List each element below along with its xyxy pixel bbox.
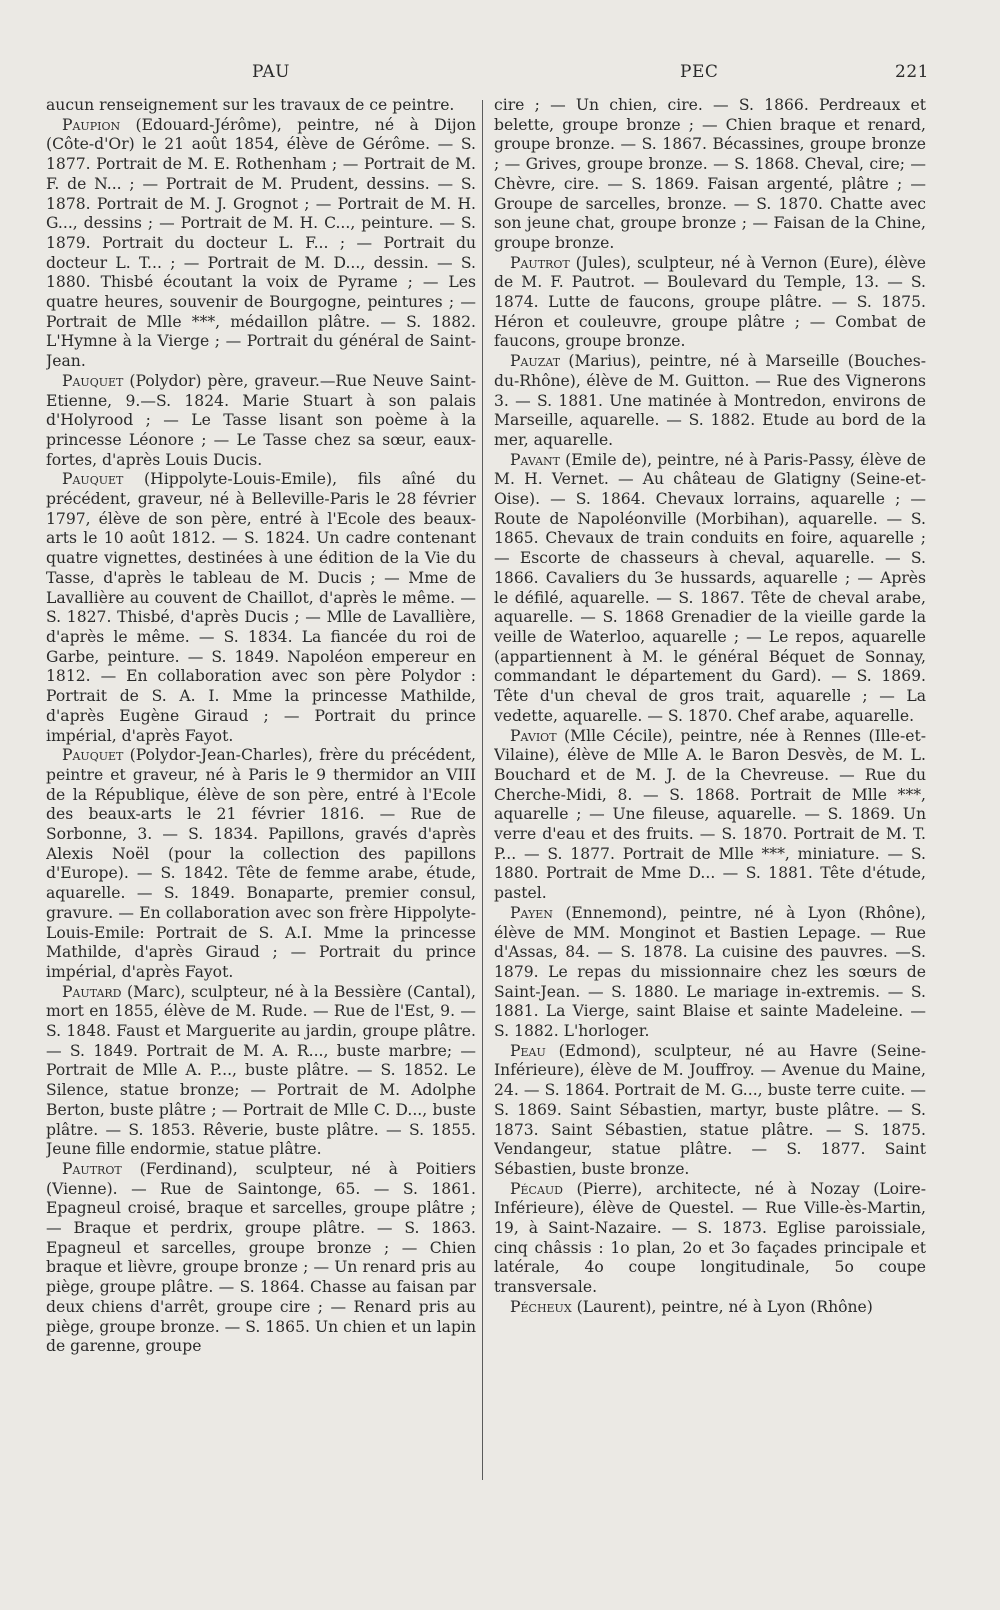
dictionary-entry	[494, 1180, 926, 1298]
dictionary-entry	[46, 96, 476, 116]
left-column	[46, 96, 476, 1486]
entry-text: (Polydor-Jean-Charles), frère du précédent, peintre et graveur, né à Paris le 9 thermidor an VIII de la République, élève de son père, entré à l'Ecole des beaux-arts le 21 février 1816. — Rue de Sorbonne, 3. — S. 1834. Papillons, gravés d'après Alexis Noël (pour la collection des papillons d'Europe). — S. 1842. Tête de femme arabe, étude, aquarelle. — S. 1849. Bonaparte, premier consul, gravure. — En collaboration avec son frère Hippolyte-Louis-Emile: Portrait de S. A.I. Mme la princesse Mathilde, d'après Giraud ; — Portrait du prince impérial, d'après Fayot.	[46, 746, 476, 981]
entry-name: Pécaud	[510, 1179, 563, 1198]
entry-name: Pécheux	[510, 1297, 572, 1316]
entry-text: (Laurent), peintre, né à Lyon (Rhône)	[571, 1297, 873, 1316]
entry-text: (Hippolyte-Louis-Emile), fils aîné du précédent, graveur, né à Belleville-Paris le 28 février 1797, élève de son père, entré à l'Ecole des beaux-arts le 10 août 1812. — S. 1824. Un cadre contenant quatre vignettes, destinées à une édition de la Vie du Tasse, d'après le tableau de M. Ducis ; — Mme de Lavallière au couvent de Chaillot, d'après le même. — S. 1827. Thisbé, d'après Ducis ; — Mlle de Lavallière, d'après le même. — S. 1834. La fiancée du roi de Garbe, peinture. — S. 1849. Napoléon empereur en 1812. — En collaboration avec son père Polydor : Portrait de S. A. I. Mme la princesse Mathilde, d'après Eugène Giraud ; — Portrait du prince impérial, d'après Fayot.	[46, 470, 476, 745]
dictionary-entry	[494, 254, 926, 353]
entry-name: Peau	[510, 1041, 546, 1060]
entry-name: Paupion	[62, 115, 121, 134]
running-header	[0, 62, 1000, 86]
entry-text: (Edmond), sculpteur, né au Havre (Seine-Inférieure), élève de M. Jouffroy. — Avenue du Maine, 24. — S. 1864. Portrait de M. G..., buste terre cuite. — S. 1869. Saint Sébastien, martyr, buste plâtre. — S. 1873. Saint Sébastien, statue plâtre. — S. 1875. Vendangeur, statue plâtre. — S. 1877. Saint Sébastien, buste bronze.	[494, 1041, 926, 1178]
dictionary-entry	[494, 727, 926, 904]
entry-name: Paviot	[510, 726, 557, 745]
dictionary-entry	[494, 904, 926, 1042]
column-divider	[482, 100, 483, 1480]
dictionary-entry	[494, 1298, 926, 1318]
dictionary-entry	[46, 1160, 476, 1357]
dictionary-entry	[494, 96, 926, 254]
entry-name: Pautrot	[62, 1159, 122, 1178]
entry-text: (Marius), peintre, né à Marseille (Bouches-du-Rhône), élève de M. Guitton. — Rue des Vignerons 3. — S. 1881. Une matinée à Montredon, environs de Marseille, aquarelle. — S. 1882. Etude au bord de la mer, aquarelle.	[494, 352, 926, 449]
entry-name: Pautard	[62, 982, 122, 1001]
entry-text: (Ennemond), peintre, né à Lyon (Rhône), élève de MM. Monginot et Bastien Lepage. — Rue d'Assas, 84. — S. 1878. La cuisine des pauvres. —S. 1879. Le repas du missionnaire chez les sœurs de Saint-Jean. — S. 1880. Le mariage in-extremis. — S. 1881. La Vierge, saint Blaise et sainte Madeleine. — S. 1882. L'horloger.	[494, 903, 926, 1041]
entry-name: Pauquet	[62, 470, 124, 489]
entry-text: (Edouard-Jérôme), peintre, né à Dijon (Côte-d'Or) le 21 août 1854, élève de Gérôme. — S. 1877. Portrait de M. E. Rothenham ; — Portrait de M. F. de N... ; — Portrait de M. Prudent, dessins. — S. 1878. Portrait de M. J. Grognot ; — Portrait de M. H. G..., dessins ; — Portrait de M. H. C..., peinture. — S. 1879. Portrait du docteur L. F... ; — Portrait du docteur L. T... ; — Portrait de M. D..., dessin. — S. 1880. Thisbé écoutant la voix de Pyrame ; — Les quatre heures, souvenir de Bourgogne, peintures ; — Portrait de Mlle ***, médaillon plâtre. — S. 1882. L'Hymne à la Vierge ; — Portrait du général de Saint-Jean.	[46, 115, 476, 371]
entry-text: (Mlle Cécile), peintre, née à Rennes (Ille-et-Vilaine), élève de Mlle A. le Baron Desvès, de M. L. Bouchard et de M. J. de la Chevreuse. — Rue du Cherche-Midi, 8. — S. 1868. Portrait de Mlle ***, aquarelle ; — Une fileuse, aquarelle. — S. 1869. Un verre d'eau et des fruits. — S. 1870. Portrait de M. T. P... — S. 1877. Portrait de Mlle ***, miniature. — S. 1880. Portrait de Mme D... — S. 1881. Tête d'étude, pastel.	[494, 726, 926, 903]
dictionary-entry	[494, 352, 926, 451]
entry-name: Pauquet	[62, 746, 124, 765]
dictionary-entry	[46, 746, 476, 982]
dictionary-entry	[46, 983, 476, 1160]
entry-text: (Polydor) père, graveur.—Rue Neuve Saint-Etienne, 9.—S. 1824. Marie Stuart à son palais d'Holyrood ; — Le Tasse lisant son poème à la princesse Léonore ; — Le Tasse chez sa sœur, eaux-fortes, d'après Louis Ducis.	[46, 371, 476, 469]
entry-text: (Ferdinand), sculpteur, né à Poitiers (Vienne). — Rue de Saintonge, 65. — S. 1861. Epagneul croisé, braque et sarcelles, groupe plâtre ; — Braque et perdrix, groupe plâtre. — S. 1863. Epagneul et sarcelles, groupe bronze ; — Chien braque et lièvre, groupe bronze ; — Un renard pris au piège, groupe plâtre. — S. 1864. Chasse au faisan par deux chiens d'arrêt, groupe cire ; — Renard pris au piège, groupe bronze. — S. 1865. Un chien et un lapin de garenne, groupe	[46, 1159, 476, 1356]
entry-text: aucun renseignement sur les travaux de ce peintre.	[46, 96, 455, 114]
dictionary-entry	[494, 451, 926, 727]
header-right-guide-word: PEC	[680, 62, 719, 82]
entry-text: (Emile de), peintre, né à Paris-Passy, élève de M. H. Vernet. — Au château de Glatigny (Seine-et-Oise). — S. 1864. Chevaux lorrains, aquarelle ; — Route de Napoléonville (Morbihan), aquarelle. — S. 1865. Chevaux de train conduits en foire, aquarelle ; — Escorte de chasseurs à cheval, aquarelle. — S. 1866. Cavaliers du 3e hussards, aquarelle ; — Après le défilé, aquarelle. — S. 1867. Tête de cheval arabe, aquarelle. — S. 1868 Grenadier de la vieille garde la veille de Waterloo, aquarelle ; — Le repos, aquarelle (appartiennent à M. le général Béquet de Sonnay, commandant le département du Gard). — S. 1869. Tête d'un cheval de gros trait, aquarelle ; — La vedette, aquarelle. — S. 1870. Chef arabe, aquarelle.	[494, 450, 926, 725]
entry-text: (Pierre), architecte, né à Nozay (Loire-Inférieure), élève de Questel. — Rue Ville-ès-Martin, 19, à Saint-Nazaire. — S. 1873. Eglise paroissiale, cinq châssis : 1o plan, 2o et 3o façades principale et latérale, 4o coupe longitudinale, 5o coupe transversale.	[494, 1179, 926, 1297]
page-number: 221	[895, 62, 929, 82]
entry-name: Pautrot	[510, 253, 570, 272]
entry-name: Pavant	[510, 450, 560, 469]
dictionary-entry	[46, 116, 476, 372]
entry-text: (Marc), sculpteur, né à la Bessière (Cantal), mort en 1855, élève de M. Rude. — Rue de l'Est, 9. — S. 1848. Faust et Marguerite au jardin, groupe plâtre. — S. 1849. Portrait de M. A. R..., buste marbre; — Portrait de Mlle A. P..., buste plâtre. — S. 1852. Le Silence, statue bronze; — Portrait de M. Adolphe Berton, buste plâtre ; — Portrait de Mlle C. D..., buste plâtre. — S. 1853. Rêverie, buste plâtre. — S. 1855. Jeune fille endormie, statue plâtre.	[46, 982, 476, 1159]
dictionary-entry	[494, 1042, 926, 1180]
entry-name: Pauquet	[62, 371, 124, 390]
entry-text: cire ; — Un chien, cire. — S. 1866. Perdreaux et belette, groupe bronze ; — Chien braque et renard, groupe bronze. — S. 1867. Bécassines, groupe bronze ; — Grives, groupe bronze. — S. 1868. Cheval, cire; — Chèvre, cire. — S. 1869. Faisan argenté, plâtre ; — Groupe de sarcelles, bronze. — S. 1870. Chatte avec son jeune chat, groupe bronze ; — Faisan de la Chine, groupe bronze.	[494, 96, 926, 252]
dictionary-entry	[46, 470, 476, 746]
entry-name: Pauzat	[510, 352, 561, 371]
entry-name: Payen	[510, 903, 553, 922]
header-left-guide-word: PAU	[252, 62, 290, 82]
entry-text: (Jules), sculpteur, né à Vernon (Eure), élève de M. F. Pautrot. — Boulevard du Temple, 13. — S. 1874. Lutte de faucons, groupe plâtre. — S. 1875. Héron et couleuvre, groupe plâtre ; — Combat de faucons, groupe bronze.	[494, 253, 926, 351]
dictionary-entry	[46, 372, 476, 471]
right-column	[494, 96, 926, 1486]
